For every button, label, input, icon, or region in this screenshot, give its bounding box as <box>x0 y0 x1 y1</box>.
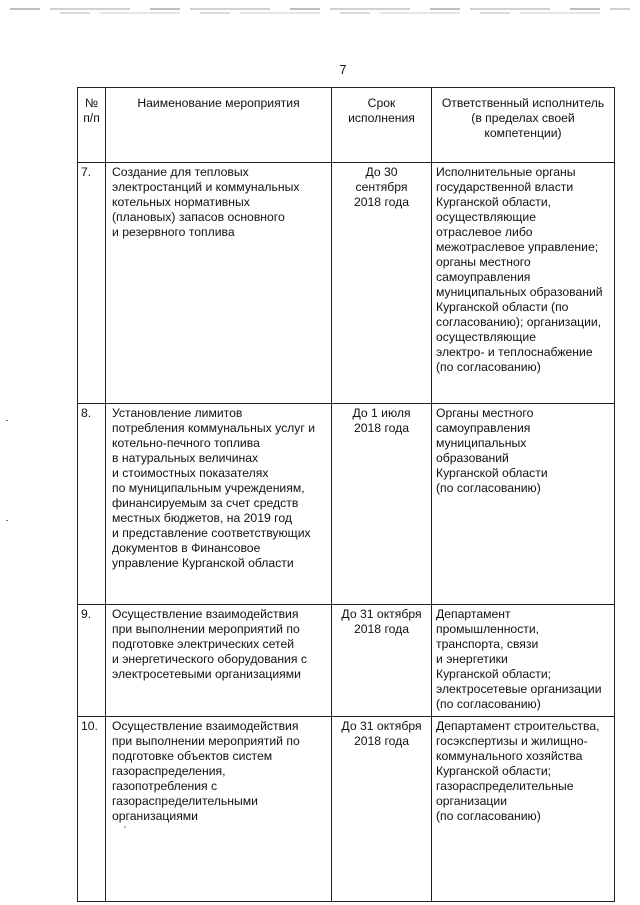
row-measure-name: Установление лимитов потребления коммунальных услуг и котельно-печного топлива в натуральных величинах и стоимостных показателях по муниципальным учреждениям, финансируемым за счет средств местных бюджетов, на 2019 год и представление соответствующих документов в Финансовое управление Курганской области <box>106 404 332 605</box>
scan-artifact-line <box>10 8 630 10</box>
row-responsible: Департамент промышленности, транспорта, связи и энергетики Курганской области; электросетевые организации (по согласованию) <box>432 605 615 717</box>
row-deadline: До 1 июля 2018 года <box>332 404 432 605</box>
table-row <box>78 605 615 717</box>
row-deadline: До 31 октября 2018 года <box>332 605 432 717</box>
scan-artifact-line <box>60 12 600 14</box>
row-deadline: До 30 сентября 2018 года <box>332 163 432 404</box>
margin-mark <box>6 420 8 421</box>
header-deadline: Срок исполнения <box>332 88 432 163</box>
table-header-row <box>78 88 615 163</box>
table-row <box>78 404 615 605</box>
margin-mark <box>6 520 8 521</box>
row-responsible: Департамент строительства, госэкспертизы и жилищно- коммунального хозяйства Курганской области; газораспределительные организации (по согласованию) <box>432 717 615 902</box>
row-deadline: До 31 октября 2018 года <box>332 717 432 902</box>
row-measure-name: Осуществление взаимодействия при выполнении мероприятий по подготовке объектов систем газораспределения, газопотребления с газораспределительными организациями <box>106 717 332 902</box>
row-number: 9. <box>78 605 106 717</box>
page-number: 7 <box>339 63 347 77</box>
row-measure-name: Осуществление взаимодействия при выполнении мероприятий по подготовке электрических сетей и энергетического оборудования с электросетевыми организациями <box>106 605 332 717</box>
row-number: 8. <box>78 404 106 605</box>
row-responsible: Исполнительные органы государственной власти Курганской области, осуществляющие отраслевое либо межотраслевое управление; органы местного самоуправления муниципальных образований Курганской области (по согласованию); организации, осуществляющие электро- и теплоснабжение (по согласованию) <box>432 163 615 404</box>
row-responsible: Органы местного самоуправления муниципальных образований Курганской области (по согласованию) <box>432 404 615 605</box>
row-number: 10. <box>78 717 106 902</box>
header-number: № п/п <box>78 88 106 163</box>
header-responsible: Ответственный исполнитель (в пределах своей компетенции) <box>432 88 615 163</box>
header-measure-name: Наименование мероприятия <box>106 88 332 163</box>
measures-table <box>77 87 615 902</box>
table-row <box>78 163 615 404</box>
row-number: 7. <box>78 163 106 404</box>
row-measure-name: Создание для тепловых электростанций и коммунальных котельных нормативных (плановых) запасов основного и резервного топлива <box>106 163 332 404</box>
table-row <box>78 717 615 902</box>
scan-speck <box>124 826 126 828</box>
